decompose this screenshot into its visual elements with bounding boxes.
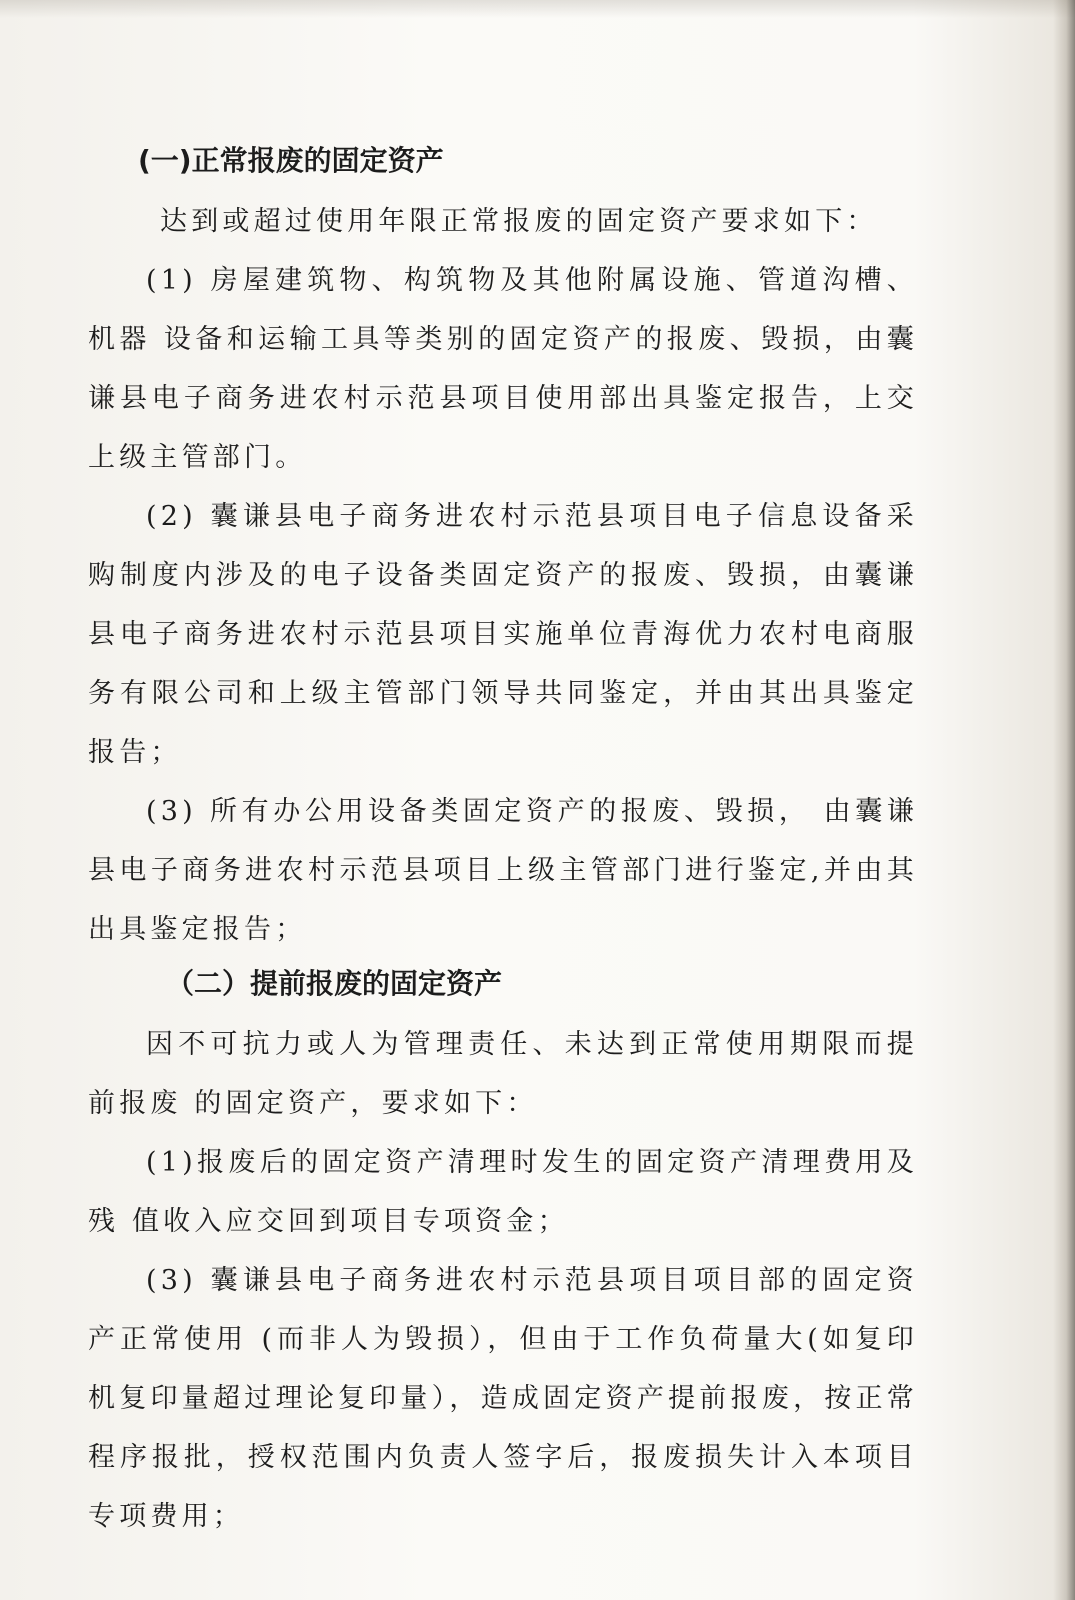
section-2-item-2: (3) 囊谦县电子商务进农村示范县项目项目部的固定资产正常使用 (而非人为毁损），但由于工作负荷量大(如复印机复印量超过理论复印量），造成固定资产提前报废，按正常程序报批，授权范围内负责人签字后，报废损失计入本项目专项费用；: [88, 1265, 918, 1532]
section-2-heading: （二）提前报废的固定资产: [166, 967, 503, 1000]
section-1-item-1: (1) 房屋建筑物、构筑物及其他附属设施、管道沟槽、机器 设备和运输工具等类别的固定资产的报废、毁损，由囊谦县电子商务进农村示范县项目使用部出具鉴定报告，上交上级主管部门。: [88, 265, 918, 473]
document-content: [88, 138, 918, 1546]
section-2-item-1: (1)报废后的固定资产清理时发生的固定资产清理费用及残 值收入应交回到项目专项资金；: [88, 1147, 918, 1237]
section-1-item-2: (2) 囊谦县电子商务进农村示范县项目电子信息设备采购制度内涉及的电子设备类固定资产的报废、毁损，由囊谦县电子商务进农村示范县项目实施单位青海优力农村电商服务有限公司和上级主管部门领导共同鉴定，并由其出具鉴定报告；: [88, 501, 918, 768]
section-1-intro: 达到或超过使用年限正常报废的固定资产要求如下：: [160, 206, 878, 237]
page-edge-shadow: [1053, 0, 1075, 1600]
section-1-heading: (一)正常报废的固定资产: [138, 144, 444, 177]
section-1-item-3: (3) 所有办公用设备类固定资产的报废、毁损， 由囊谦县电子商务进农村示范县项目上级主管部门进行鉴定,并由其出具鉴定报告；: [88, 796, 918, 945]
page-top-shadow: [0, 0, 1075, 18]
section-2-intro: 因不可抗力或人为管理责任、未达到正常使用期限而提前报废 的固定资产，要求如下：: [88, 1029, 918, 1119]
